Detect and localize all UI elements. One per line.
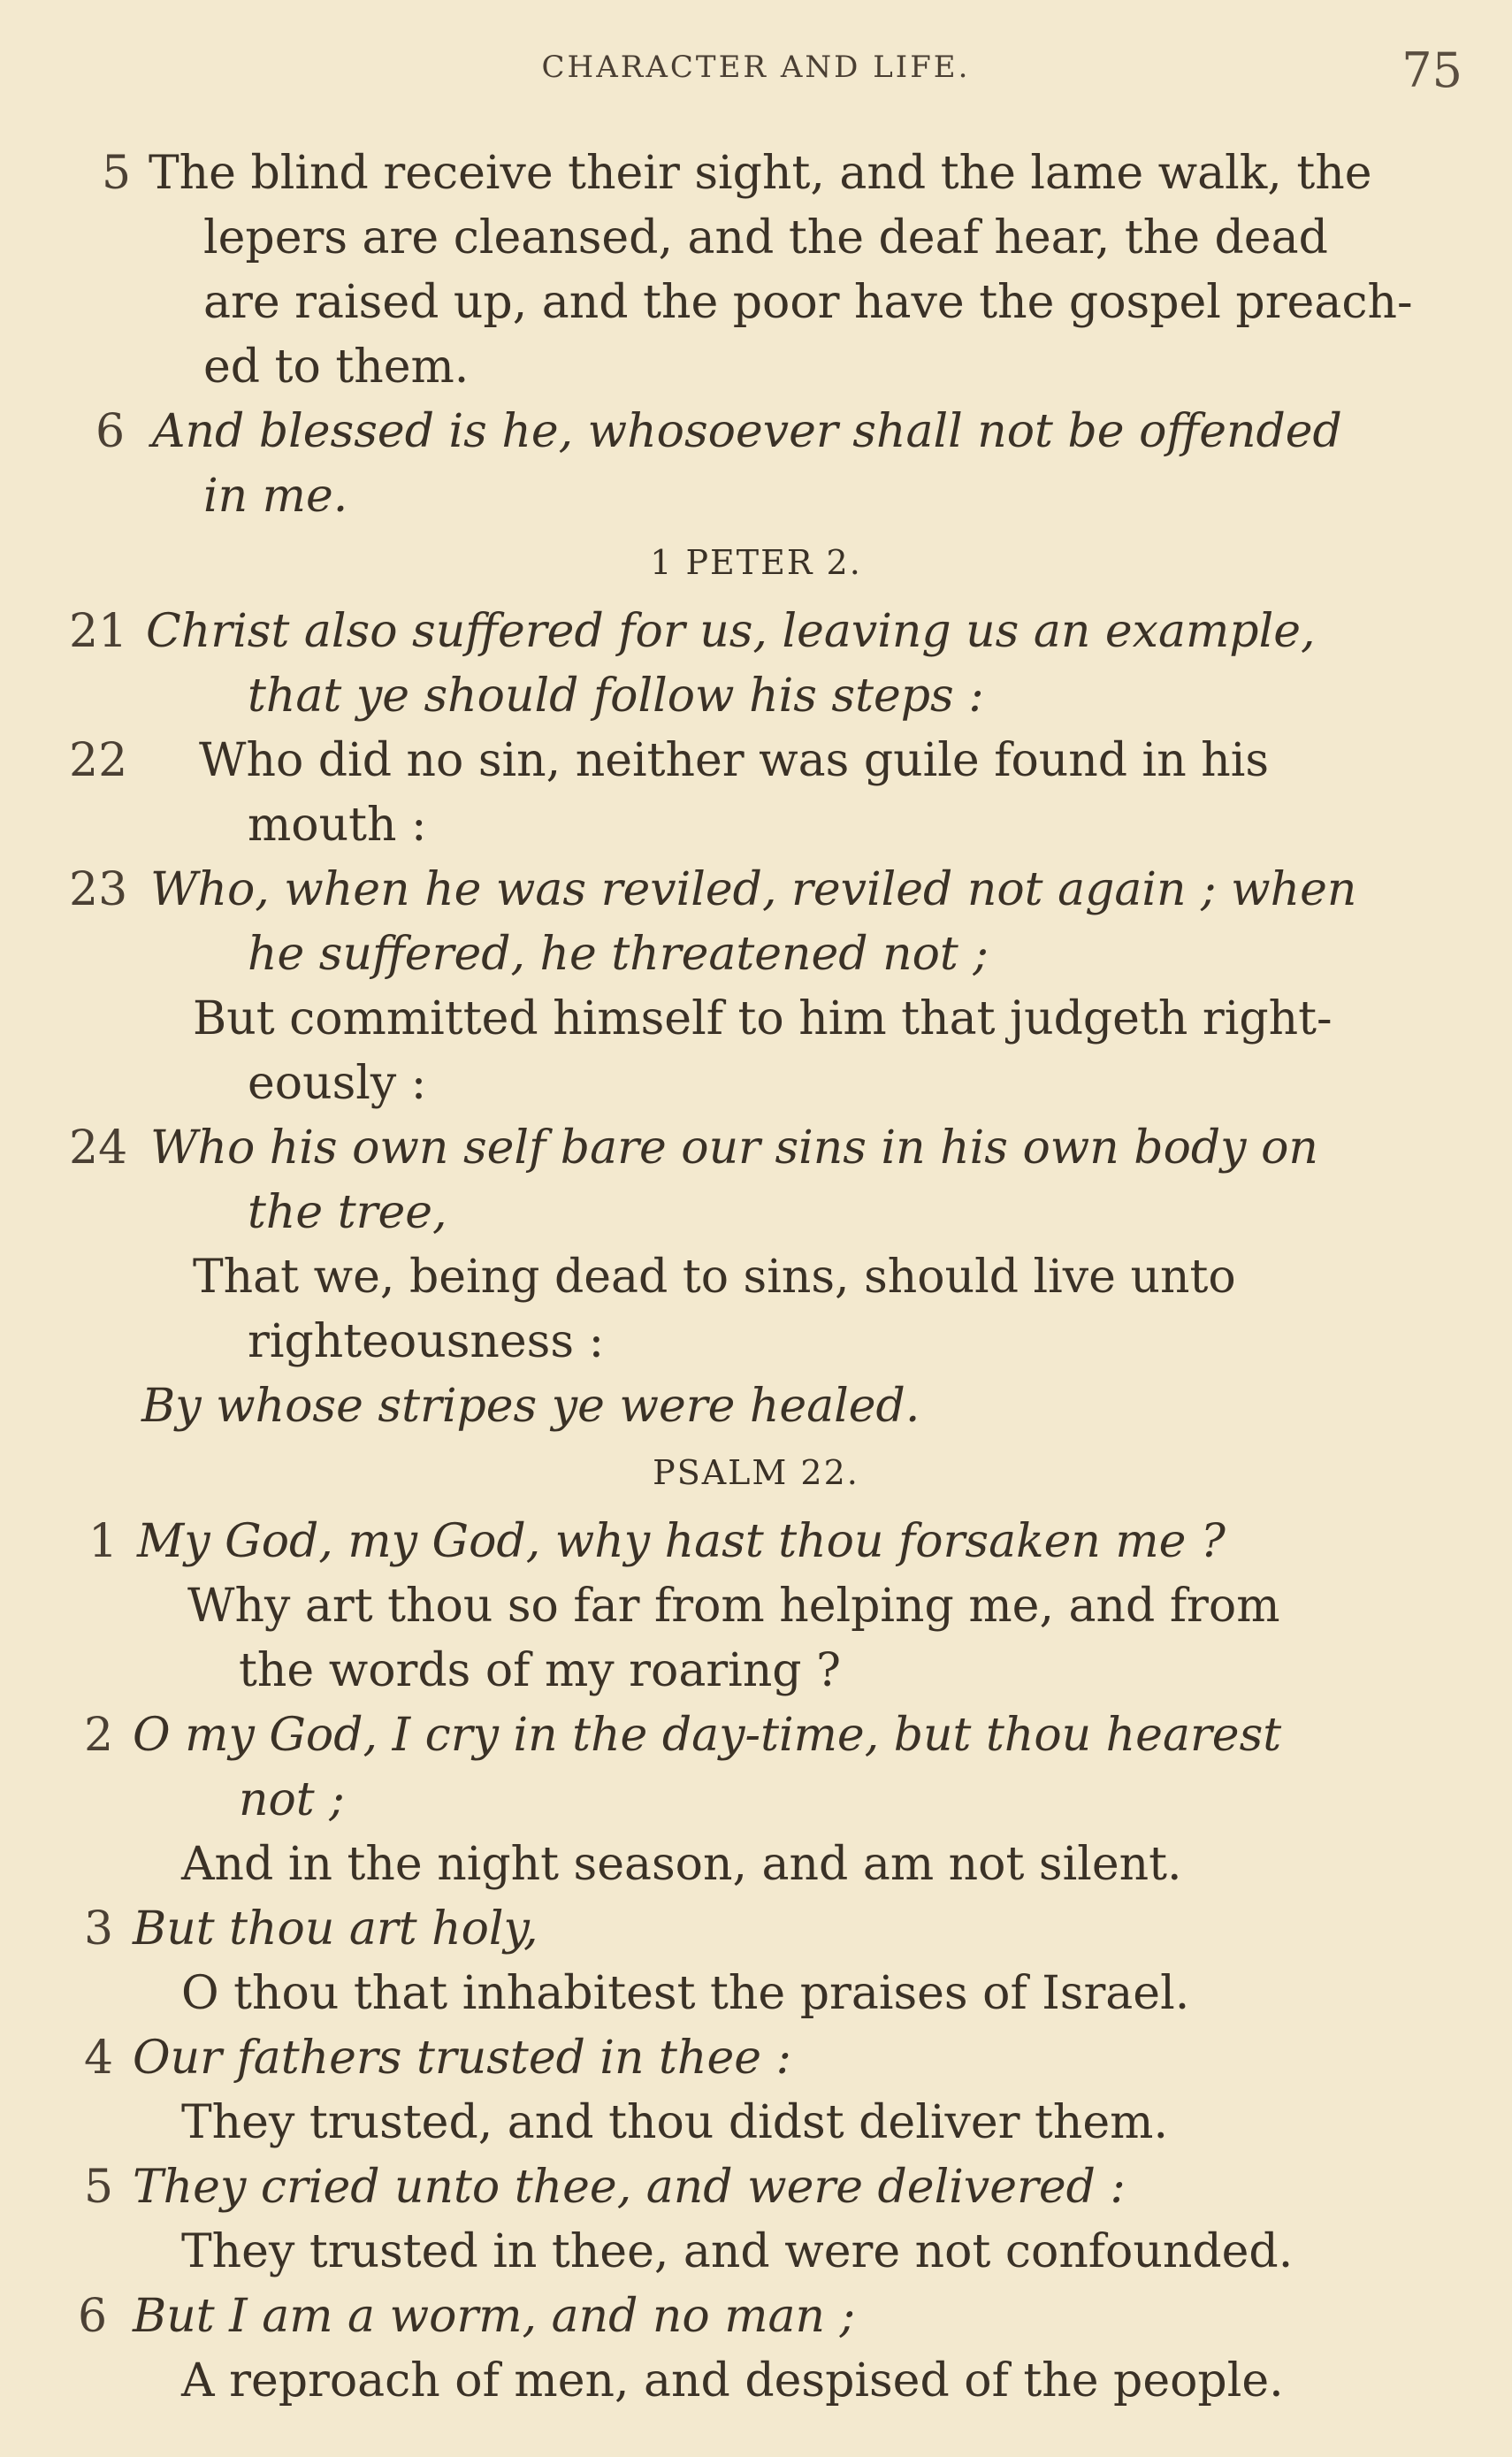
verse-line: in me. [203, 470, 348, 523]
verse-line: But thou art holy, [133, 1902, 538, 1956]
verse-number: 21 [69, 605, 128, 658]
verse-number: 22 [69, 734, 128, 787]
page-body [0, 142, 1512, 2414]
verse-peter-24 [0, 1116, 1512, 1439]
verse-peter-22 [0, 729, 1512, 858]
verse-line: O thou that inhabitest the praises of Israel. [181, 1967, 1190, 2020]
verse-line: They trusted in thee, and were not confounded. [181, 2225, 1294, 2278]
verse-psalm-2 [0, 1703, 1512, 1897]
verse-number: 6 [95, 405, 126, 458]
verse-psalm-6 [0, 2285, 1512, 2414]
verse-line: are raised up, and the poor have the gospel preach- [203, 276, 1413, 329]
verse-number: 4 [84, 2032, 114, 2085]
verse-line: A reproach of men, and despised of the people. [181, 2354, 1284, 2407]
verse-line: O my God, I cry in the day-time, but thou hearest [133, 1709, 1282, 1762]
page-number: 75 [1401, 42, 1462, 98]
verse-line: They trusted, and thou didst deliver them. [181, 2096, 1168, 2149]
verse-line: And blessed is he, whosoever shall not be offended [152, 405, 1342, 458]
verse-line: By whose stripes ye were healed. [141, 1380, 920, 1433]
verse-line: not ; [239, 1773, 345, 1826]
verse-number: 24 [69, 1121, 128, 1175]
section-heading-psalm: PSALM 22. [653, 1453, 859, 1492]
verse-number: 2 [84, 1709, 114, 1762]
verse-line: That we, being dead to sins, should live unto [193, 1251, 1236, 1304]
verse-peter-21 [0, 600, 1512, 729]
verse-line: They cried unto thee, and were delivered : [133, 2161, 1126, 2214]
verse-line: the tree, [248, 1186, 447, 1239]
verse-number: 5 [102, 147, 132, 200]
section-heading-peter: 1 PETER 2. [650, 543, 862, 582]
verse-line: My God, my God, why hast thou forsaken me ? [137, 1515, 1226, 1568]
verse-line: Who did no sin, neither was guile found in his [199, 734, 1270, 787]
verse-psalm-4 [0, 2026, 1512, 2155]
verse-line: And in the night season, and am not silent. [181, 1838, 1182, 1891]
verse-number: 5 [84, 2161, 114, 2214]
verse-line: mouth : [248, 799, 427, 852]
verse-line: lepers are cleansed, and the deaf hear, the dead [203, 211, 1328, 264]
verse-peter-23 [0, 858, 1512, 1116]
verse-line: Our fathers trusted in thee : [133, 2032, 792, 2085]
page-header [0, 44, 1512, 97]
verse-line: the words of my roaring ? [239, 1644, 842, 1697]
verse-line: ed to them. [203, 341, 470, 394]
verse-line: Who, when he was reviled, reviled not again ; when [150, 863, 1357, 916]
verse-number: 6 [78, 2290, 108, 2343]
verse-psalm-3 [0, 1897, 1512, 2026]
verse-line: Who his own self bare our sins in his own body on [150, 1121, 1318, 1175]
verse-psalm-1 [0, 1510, 1512, 1703]
verse-line: But committed himself to him that judgeth right- [193, 992, 1333, 1045]
verse-line: eously : [248, 1057, 427, 1110]
running-head: CHARACTER AND LIFE. [541, 50, 971, 85]
verse-number: 3 [84, 1902, 114, 1956]
verse-line: The blind receive their sight, and the lame walk, the [149, 147, 1372, 200]
verse-intro-5 [0, 142, 1512, 400]
verse-line: righteousness : [248, 1315, 605, 1368]
verse-line: Why art thou so far from helping me, and from [187, 1580, 1280, 1633]
verse-line: that ye should follow his steps : [248, 670, 984, 723]
verse-line: Christ also suffered for us, leaving us an example, [146, 605, 1316, 658]
verse-line: But I am a worm, and no man ; [133, 2290, 856, 2343]
verse-number: 23 [69, 863, 128, 916]
verse-psalm-5 [0, 2155, 1512, 2285]
verse-number: 1 [88, 1515, 118, 1568]
verse-line: he suffered, he threatened not ; [248, 928, 989, 981]
verse-intro-6 [0, 400, 1512, 529]
